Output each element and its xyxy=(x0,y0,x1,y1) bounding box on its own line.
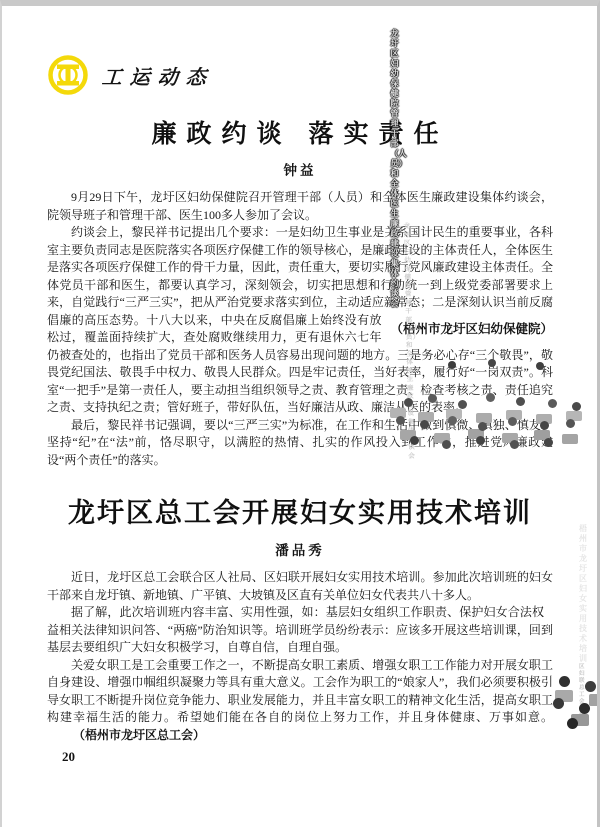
article2-paragraph-3-text: 关爱女职工是工会重要工作之一，不断提高女职工素质、增强女职工工作能力对开展女职工自身建设、增强巾帼组织凝聚力等具有重大意义。工会作为职工的“娘家人”，我们必须要积极引导女职工不断提升岗位竞争能力、职业发展能力，并且丰富女职工的精神文化生活，提高女职工构建幸福生活的能力。希望她们能在各自的岗位上努力工作，并且身体健康、万事如意。 xyxy=(47,657,553,724)
article1-paragraph-2b: 深刻认识当前反腐倡廉的高压态势。十八大以来，中央在反腐倡廉上始终没有放松过，覆盖面持续扩大，查处腐败继续用力，更有退休六七年仍被查处的，也指出了党员干部和医务人员容易出现问题的地方。三是务必心存“三个敬畏”，敬畏党纪国法、敬畏手中权力、敬畏人民群众。四是牢记责任，当好表率，履行好“一岗双责”。科室“一把手”是第一责任人，要主动担当组织领导之责、教育管理之责、检查考核之责、责任追究之责、支持执纪之责；管好班子，带好队伍，当好廉洁从政、廉洁从医的表率。 xyxy=(47,295,553,414)
article1-paragraph-3: 最后，黎民祥书记强调，要以“三严三实”为标准，在工作和生活中做到慎微、慎独、慎友，坚持“纪”在“法”前，恪尽职守，以满腔的热情、扎实的作风投入到工作中，推进党风廉政建设“两个责任”的落实。 xyxy=(47,417,553,467)
page-content xyxy=(2,6,597,744)
article2-paragraph-3 xyxy=(47,657,553,745)
section-title: 工运动态 xyxy=(101,66,215,89)
article1-photo-caption: （梧州市龙圩区妇幼保健院） xyxy=(390,321,553,336)
article1-photo-block xyxy=(390,314,553,339)
article2-paragraph-2-text: 据了解，此次培训班内容丰富、实用性强，如：基层妇女组织工作职责、保护妇女合法权益相关法律知识问答、“两癌”防治知识等。培训班学员纷纷表示：应该多开展这些培训课，回到基层去要组织广大妇女积极学习，自尊自信，自理自强。 xyxy=(47,605,553,654)
page-number: 20 xyxy=(62,749,75,764)
article1-paragraph-1: 9月29日下午，龙圩区妇幼保健院召开管理干部（人员）和全体医生廉政建设集体约谈会，院领导班子和管理干部、医生100多人参加了会议。 xyxy=(47,190,553,222)
union-logo-icon xyxy=(47,54,93,96)
article1-paragraph-2 xyxy=(47,224,553,417)
article-training xyxy=(47,469,553,744)
article2-photo-caption: （梧州市龙圩区总工会） xyxy=(73,727,206,742)
article2-title: 龙圩区总工会开展妇女实用技术培训 xyxy=(68,498,532,528)
article1-title: 廉政约谈 落实责任 xyxy=(151,120,449,148)
article2-paragraph-1: 近日，龙圩区总工会联合区人社局、区妇联开展妇女实用技术培训。参加此次培训班的妇女干部来自龙圩镇、新地镇、广平镇、大坡镇及区直有关单位妇女代表共八十多人。 xyxy=(47,570,553,602)
article1-author: 钟益 xyxy=(283,163,317,178)
article2-author: 潘品秀 xyxy=(275,543,325,558)
article2-paragraph-2 xyxy=(47,604,553,657)
article1-paragraph-2a: 约谈会上，黎民祥书记提出几个要求：一是妇幼卫生事业是关系国计民生的重要事业，各科室主要负责同志是医院落实各项医疗保健工作的领导核心，是廉政建设的主体责任人，全体医生是落实各项医疗保健工作的骨干力量，因此，责任重大，要切实履行党风廉政建设主体责任。全体党员干部和医生，都要认真学习，深刻领会，切实把思想和行动统一到上级党委部署要求上来，自觉践行“三严三实”，把从严治党要求落实到位，主动适应新常态；二是 xyxy=(47,225,553,309)
masthead xyxy=(47,54,553,96)
article-lianzheng xyxy=(47,96,553,469)
